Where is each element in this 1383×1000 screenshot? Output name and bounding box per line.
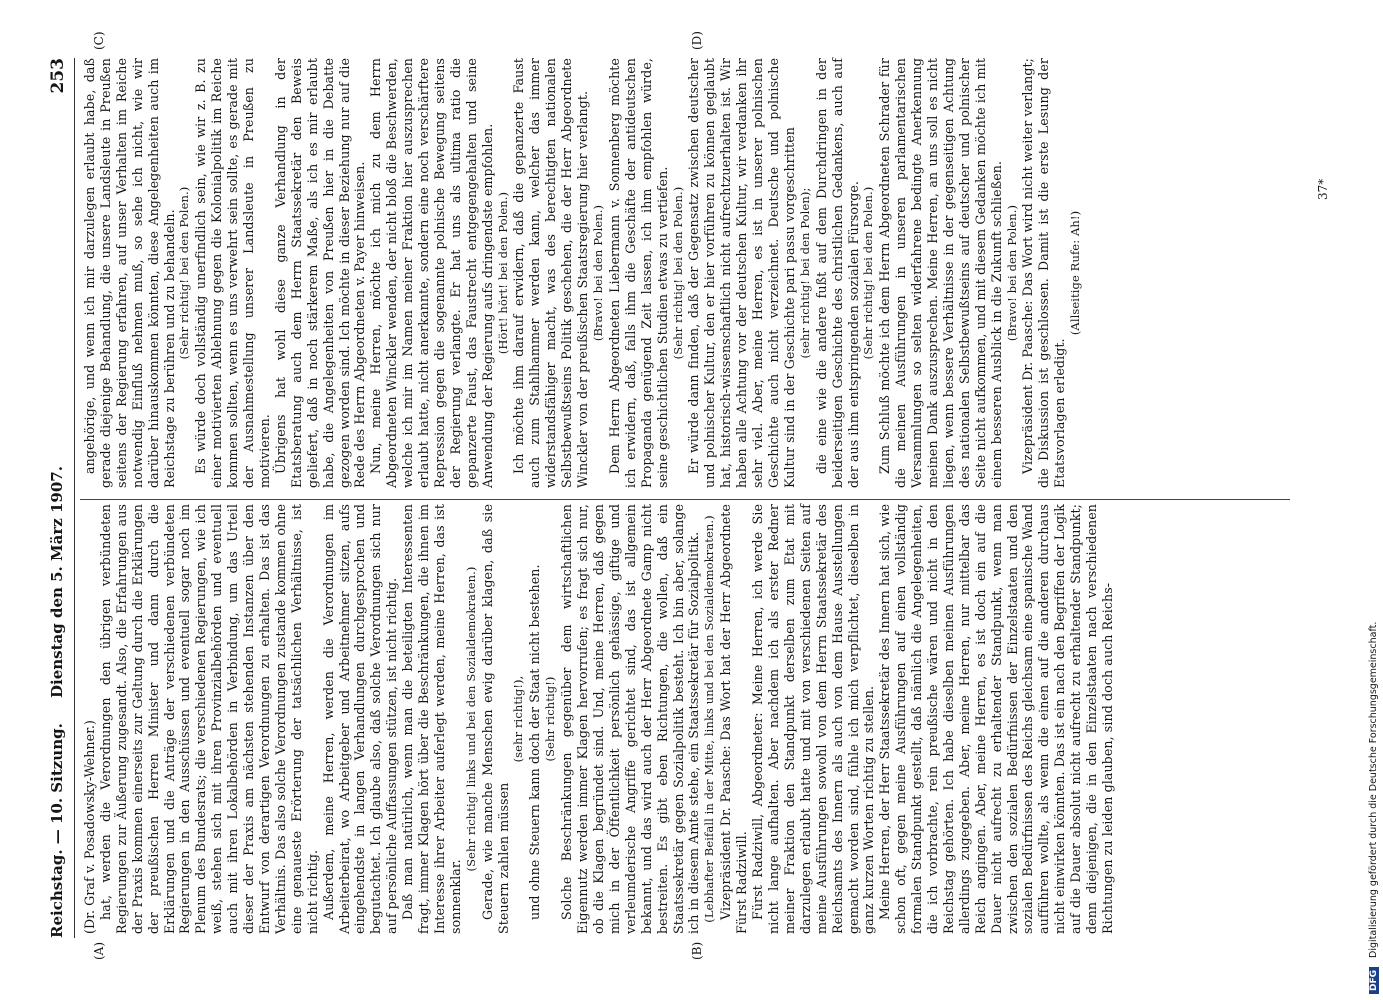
paragraph: Er würde dann finden, daß der Gegensatz zwischen deutscher und polnischer Kultur, den er hier vorführen zu können geglaubt hat, historisch-wissenschaftlich nicht aufrechtzuerhalten ist. Wir haben alle Achtung vor der deutschen Kultur, wir verdanken ihr sehr viel. Aber, meine Herren, es ist in unserer polnischen Geschichte auch nicht verzeichnet. Deutsche und polnische Kultur sind in der Geschichte pari passu vorgeschritten — [686, 58, 797, 488]
page-header — [48, 58, 74, 938]
signature-mark: 37* — [1316, 178, 1330, 200]
right-column — [82, 58, 1292, 488]
speaker-line: (Dr. Graf v. Posadowsky-Wehner.) — [82, 719, 97, 934]
paragraph: Zum Schluß möchte ich dem Herrn Abgeordneten Schrader für die meinen Ausführungen in unseren parlamentarischen Versammlungen so selten widerfahrene bedingte Anerkennung meinen Dank auszusprechen. Meine Herren, an uns soll es nicht liegen, wenn bessere Verhältnisse in der gegenseitigen Achtung des nationalen Selbstbewußtseins auf deutscher und polnischer Seite nicht aufkommen, und mit diesem Gedanken möchte ich mit einem besseren Ausblick in die Zukunft schließen. — [877, 58, 1004, 488]
interjection: (Sehr richtig! bei den Polen.) — [177, 186, 192, 360]
interjection: (Sehr richtig! bei den Polen.) — [861, 186, 876, 360]
header-rule — [74, 58, 75, 938]
paragraph: und ohne Steuern kann doch der Staat nicht bestehen. — [527, 564, 543, 920]
margin-mark-b: (B) — [690, 941, 704, 960]
interjection: (Allseitige Rufe: Ah!) — [1068, 210, 1083, 336]
paragraph: Es würde doch vollständig unerfindlich sein, wie wir z. B. zu einer motivierten Ablehnung gegen die Kolonialpolitik im Reiche kommen sollten, wenn es uns verwehrt sein sollte, es gerade mit der Ausnahmestellung unserer Landsleute in Preußen zu motivieren. — [193, 58, 272, 488]
paragraph: Ich möchte ihm darauf erwidern, daß die gepanzerte Faust auch zum Stahlhammer werden kann, welcher das immer widerstandsfähiger macht, was des berechtigten nationalen Selbstbewußtseins Politik geschehen, die der Herr Abgeordnete Winckler von der preußischen Staatsregierung hier verlangt. — [511, 58, 591, 488]
paragraph: Übrigens hat wohl diese ganze Verhandlung in der Etatsberatung auch dem Herrn Staatssekretär den Beweis geliefert, daß in noch stärkerem Maße, als ich es mir erlaubt habe, die Angelegenheiten von Preußen hier in die Debatte gezogen worden sind. Ich möchte in dieser Beziehung nur auf die Rede des Herrn Abgeordneten v. Payer hinweisen. — [272, 58, 368, 488]
paragraph: Fürst Radziwill, Abgeordneter: Meine Herren, ich werde Sie nicht lange aufhalten. Aber nachdem ich als erster Redner meiner Fraktion den Standpunkt derselben zum Etat mit darzulegen erlaubt hatte und mit von verschiedenen Seiten auf meine Ausführungen sowohl von dem Herrn Staatssekretär des Reichsamts des Innern als auch von dem Hause Ausstellungen gemacht worden sind, fühle ich mich verpflichtet, dieselben in ganz kurzen Worten richtig zu stellen. — [750, 504, 877, 934]
margin-mark-d: (D) — [690, 31, 704, 50]
paragraph: hat, werden die Verordnungen den übrigen verbündeten Regierungen zur Äußerung zugesandt. Also, die Erfahrungen aus der Praxis kommen einerseits zur Geltung durch die Erklärungen der preußischen Herren Minister und dann durch die Erklärungen und die Anträge der verschiedenen verbündeten Regierungen in den Ausschüssen und eventuell sogar noch im Plenum des Bundesrats; die verschiedenen Regierungen, wie ich weiß, stehen sich mit ihren Provinzialbehörden und eventuell auch mit ihren Lokalbehörden in Verbindung, um das Urteil dieser der Praxis am nächsten stehenden Instanzen über den Entwurf von derartigen Verordnungen zu erhalten. Das ist das Verhältnis. Das also solche Verordnungen zustande kommen ohne eine genaueste Erörterung der tatsächlichen Verhältnisse, ist nicht richtig. — [97, 504, 320, 934]
margin-mark-c: (C) — [92, 31, 106, 50]
interjection: (Lebhafter Beifall in der Mitte, links und bei den Sozialdemokraten.) — [702, 515, 717, 923]
interjection: (Sehr richtig! links und bei den Sozialdemokraten.) — [463, 566, 478, 872]
interjection: (sehr richtig! bei den Polen); — [797, 187, 812, 359]
dfg-logo: DFG — [1369, 967, 1379, 994]
interjection: (Sehr richtig!) — [543, 676, 558, 762]
paragraph: die eine wie die andere fußt auf dem Durchdringen in der beiderseitigen Geschichte des christlichen Gedankens, auch auf der aus ihm entspringenden sozialen Fürsorge. — [813, 58, 861, 488]
header-session: Reichstag. — 10. Sitzung. — [48, 723, 66, 938]
paragraph: Außerdem, meine Herren, werden die Verordnungen im Arbeiterbeirat, wo Arbeitgeber und Arbeitnehmer sitzen, aufs eingehendste in langen Verhandlungen durchgesprochen und begutachtet. Ich glaube also, daß solche Verordnungen sich nur auf persönliche Auffassungen stützen, ist nicht richtig. — [320, 504, 400, 934]
page-number: 253 — [48, 58, 68, 94]
paragraph: Meine Herren, der Herr Staatssekretär des Innern hat sich, wie schon oft, gegen meine Ausführungen auf einen vollständig formalen Standpunkt gestellt, daß nämlich die Angelegenheiten, die ich vorbrachte, rein preußische wären und nicht in den Reichstag gehörten. Ich habe dieselben meinen Ausführungen allerdings zugegeben. Aber, meine Herren, nur mittelbar das Reich angingen. Aber, meine Herren, es ist doch ein auf die Dauer nicht aufrecht zu erhaltender Standpunkt, wenn man zwischen den sozialen Bedürfnissen der Einzelstaaten und den sozialen Bedürfnissen des Reichs gleichsam eine spanische Wand aufführen wollte, als wenn die einen auf die anderen durchaus nicht einwirken könnten. Das ist ein nach den Begriffen der Logik auf die Dauer absolut nicht aufrecht zu erhaltender Standpunkt; denn diejenigen, die in den Einzelstaaten nach verschiedenen Richtungen zu leiden glauben, sind doch auch Reichs- — [877, 504, 1115, 934]
paragraph: Vizepräsident Dr. Paasche: Das Wort hat der Herr Abgeordnete Fürst Radziwill. — [718, 504, 750, 934]
column-separator — [80, 499, 1290, 500]
paragraph: Daß man natürlich, wenn man die beteiligten Interessenten fragt, immer Klagen hört über die Beschränkungen, die ihnen im Interesse ihrer Arbeiter auferlegt werden, meine Herren, das ist sonnenklar. — [400, 504, 463, 934]
paragraph: Gerade, wie manche Menschen ewig darüber klagen, daß sie Steuern zahlen müssen — [479, 504, 511, 934]
paragraph: Solche Beschränkungen gegenüber dem wirtschaftlichen Eigennutz werden immer Klagen hervorrufen; es fragt sich nur, ob die Klagen begründet sind. Und, meine Herren, daß gegen mich in der Öffentlichkeit persönlich gehässige, giftige und verleumderische Angriffe gerichtet sind, das ist allgemein bekannt, und das wird auch der Herr Abgeordnete Gamp nicht bestreiten. Es gibt eben Richtungen, die wollen, daß ein Staatssekretär gegen Sozialpolitik besteht. Ich bin aber, solange ich in diesem Amte stehe, ein Staatssekretär für Sozialpolitik. — [559, 504, 702, 934]
margin-mark-a: (A) — [92, 941, 106, 960]
interjection: (Bravo! bei den Polen.) — [591, 204, 605, 342]
paragraph: Vizepräsident Dr. Paasche: Das Wort wird nicht weiter verlangt; die Diskussion ist geschlossen. Damit ist die erste Lesung der Etatsvorlagen erledigt. — [1020, 58, 1068, 488]
digitization-note: Digitalisierung gefördert durch die Deutsche Forschungsgemeinschaft. — [1368, 621, 1379, 958]
paragraph: Dem Herrn Abgeordneten Liebermann v. Sonnenberg möchte ich erwidern, daß, falls ihm die Geschäfte der antideutschen Propaganda genügend Zeit lassen, ich ihm empfohlen würde, seine geschichtlichen Studien etwas zu vertiefen. — [606, 58, 670, 488]
interjection: (Bravo! bei den Polen.) — [1004, 204, 1019, 342]
interjection: (Hört! hört! bei den Polen.) — [495, 191, 510, 355]
interjection: (sehr richtig!), — [511, 675, 526, 763]
interjection: (Sehr richtig! bei den Polen.) — [670, 186, 685, 360]
header-date: Dienstag den 5. März 1907. — [48, 466, 66, 698]
paragraph: angehörige, und wenn ich mir darzulegen erlaubt habe, daß gerade diejenige Behandlung, die unsere Landsleute in Preußen seitens der Regierung erfahren, auf unser Verhalten im Reiche notwendig Einfluß nehmen muß, so sehe ich nicht, wie wir darüber hinauskommen könnten, diese Angelegenheiten auch im Reichstage zu berühren und zu behandeln. — [82, 58, 177, 488]
digitization-strip — [1368, 6, 1382, 994]
paragraph: Nun, meine Herren, möchte ich mich zu dem Herrn Abgeordneten Winckler wenden, der nicht bloß die Beschwerden, welche ich mir im Namen meiner Fraktion hier auszusprechen erlaubt hatte, nicht anerkannte, sondern eine noch verschärftere Repression gegen die sogenannte polnische Bewegung seitens der Regierung verlangte. Er hat uns als ultima ratio die gepanzerte Faust, das Faustrecht entgegengehalten und seine Anwendung der Regierung aufs dringendste empfohlen. — [368, 58, 495, 488]
left-column — [82, 504, 1292, 934]
